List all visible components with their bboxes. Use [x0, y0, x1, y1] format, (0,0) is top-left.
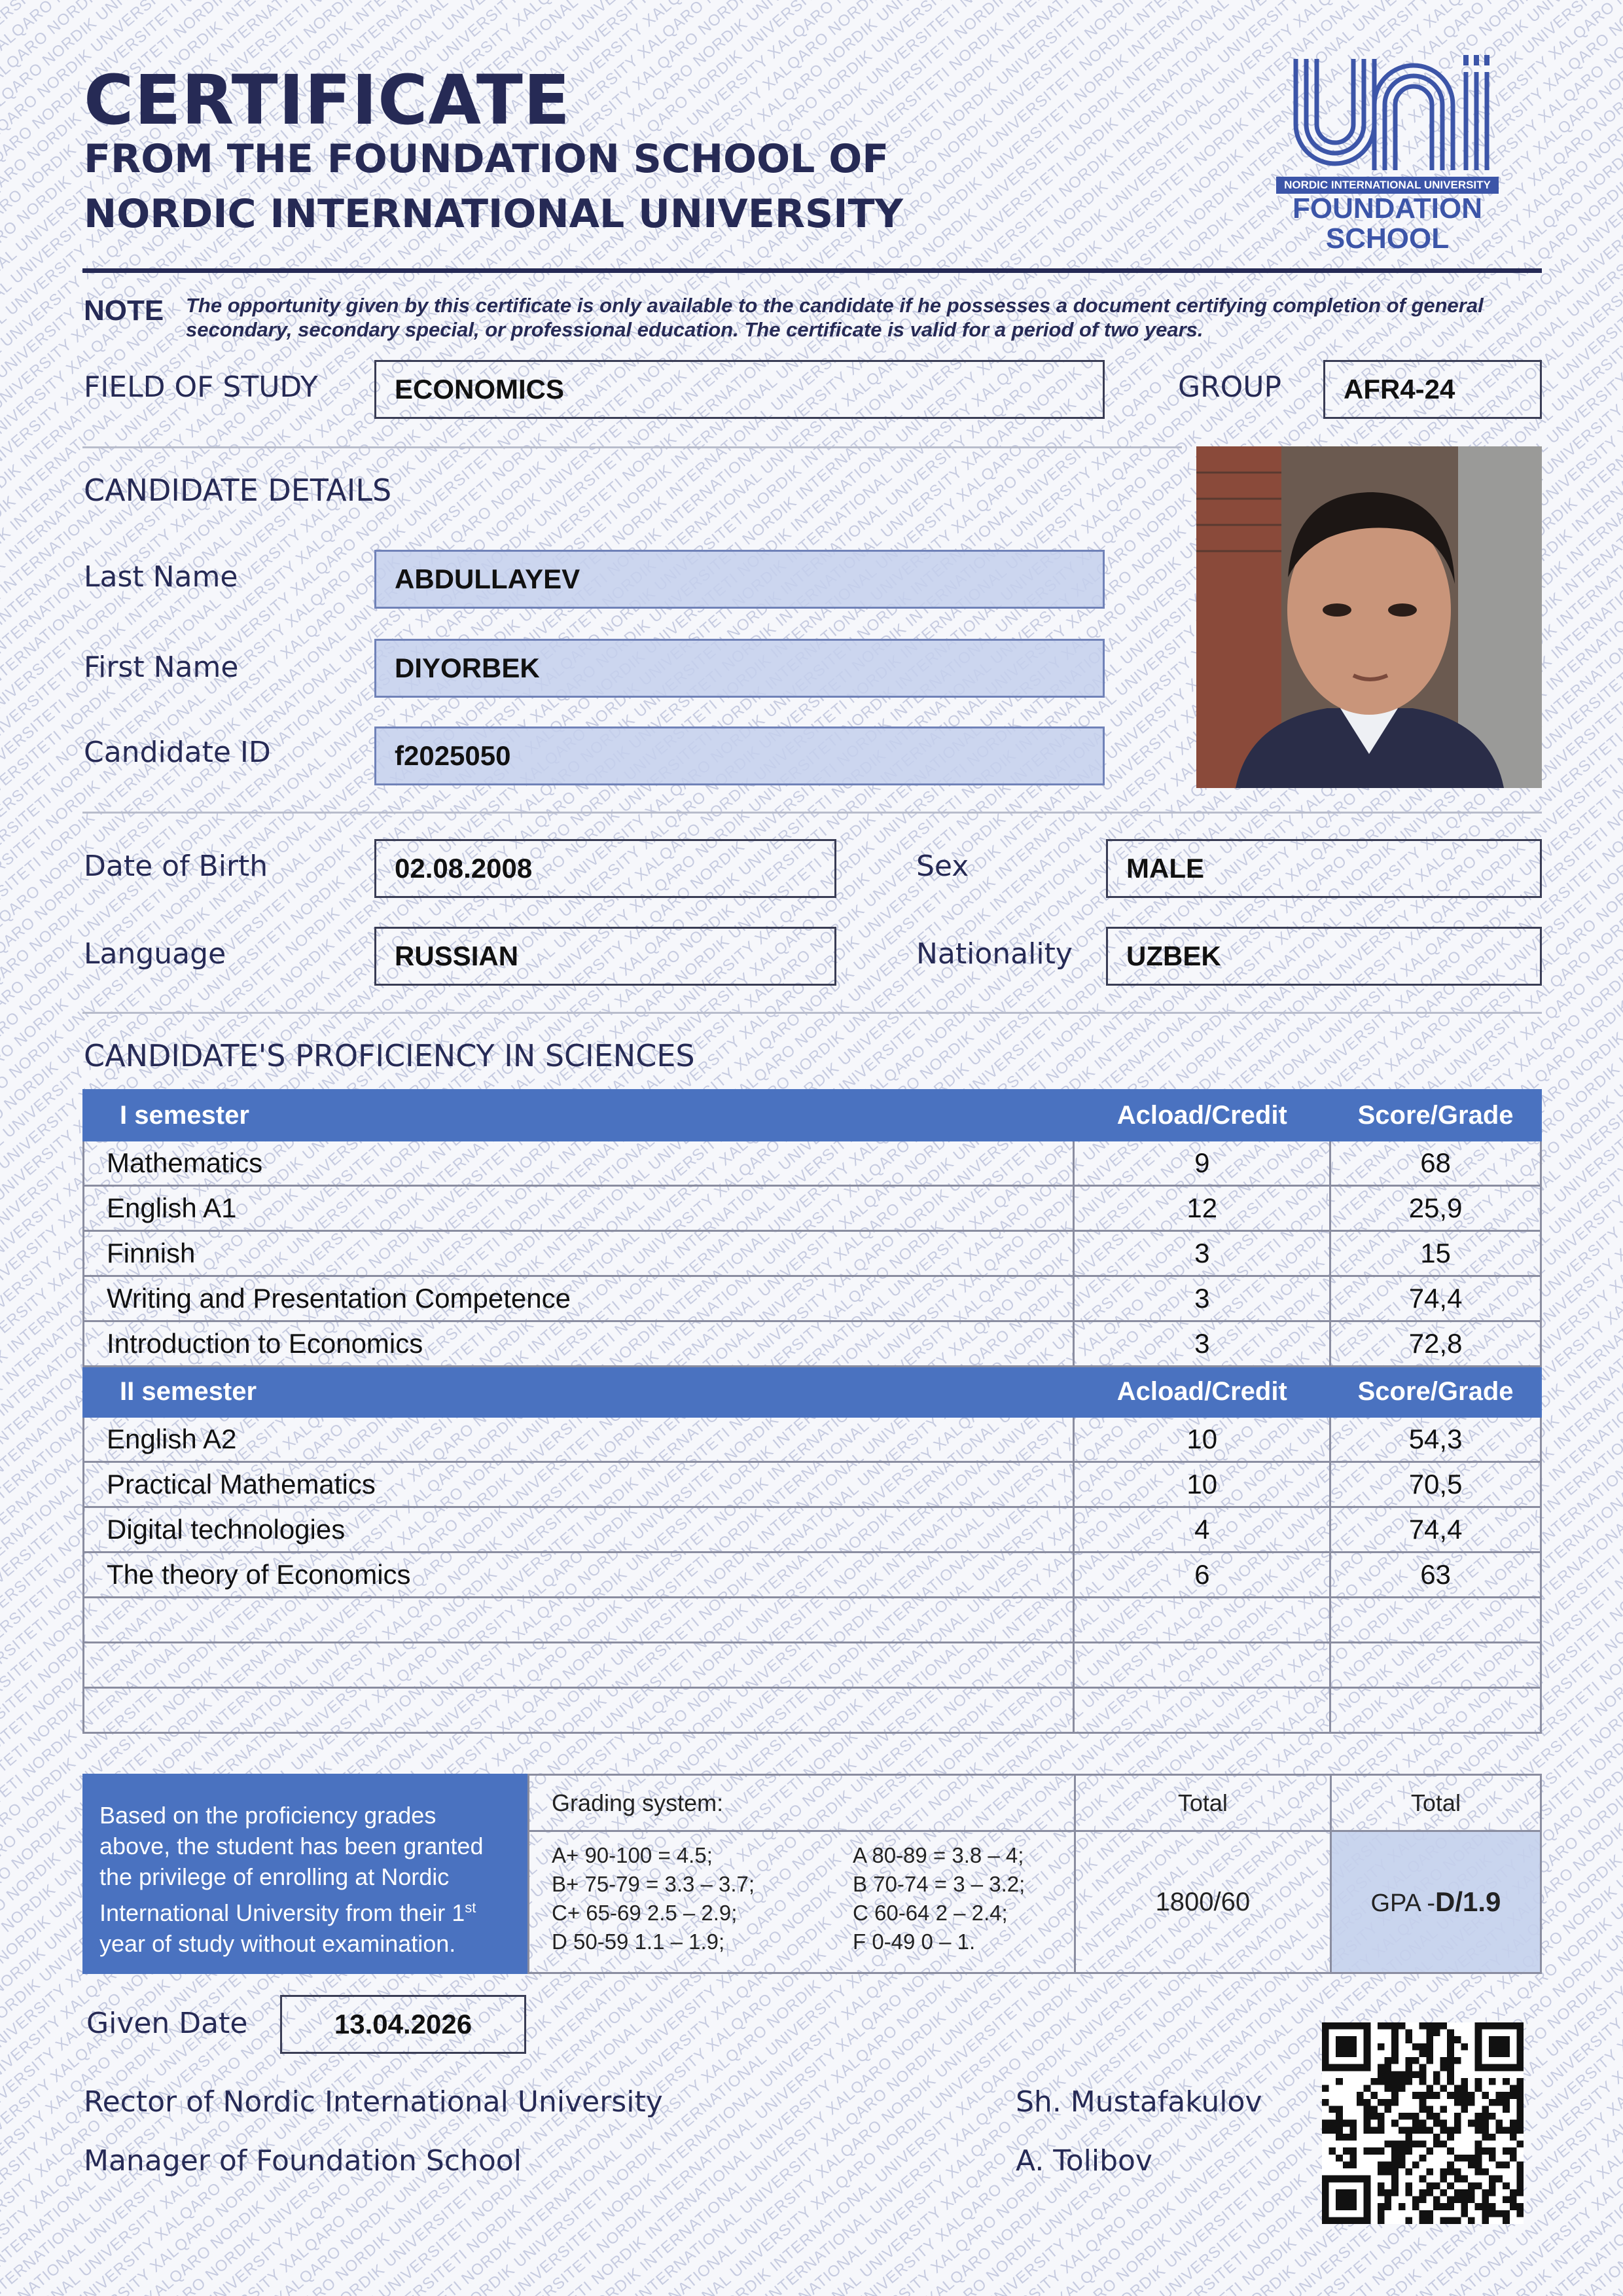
subject-row — [84, 1462, 1541, 1507]
grading-scale-item: C+ 65-69 2.5 – 2.9; — [552, 1901, 738, 1925]
watermark-line: INTERNATIONAL UNIVERSITY XALQARO NORDIK UNIVERSITETI NORDIK INTERNATIONAL UNIVERSITY XALQARO NORDIK UNIVERSITETI NORDIK INTERNATIONAL — [632, 1449, 1623, 2296]
subject-row — [84, 1507, 1541, 1552]
last-name-label: Last Name — [84, 560, 238, 594]
total-header-grade: Total — [1330, 1775, 1541, 1831]
watermark-line: NORDIK INTERNATIONAL UNIVERSITY XALQARO NORDIK UNIVERSITETI NORDIK INTERNATIONAL UNIVERSITY XALQARO NORDIK UNIVERSITETI NORDIK INTERNATIONAL UNIVERSITY XALQARO — [458, 1263, 1623, 2288]
watermark-line: UNIVERSITETI NORDIK NORDIK UNIVERSITETI — [1151, 1867, 1623, 2296]
watermark-line: UNIVERSITY NORDIK UNIVERSITETI NORDIK INTERNATIONAL UNIVERSITY NORDIK INTERNATIONAL UNIVERSITY XALQARO NORDIK UNIVERSITETI NORDIK INTERNATIONAL UNIVERSITY — [0, 21, 1428, 1237]
subject-credit: 10 — [1074, 1462, 1330, 1507]
candidate-id-value: f2025050 — [374, 726, 1105, 785]
field-of-study-label: FIELD OF STUDY — [84, 370, 318, 404]
given-date-label: Given Date — [86, 2007, 248, 2040]
subject-credit: 3 — [1074, 1321, 1330, 1367]
watermark-line: XALQARO NORDIK UNIVERSITETI NORDIK INTERNATIONAL UNIVERSITY XALQARO UNIVERSITETI NORDIK INTERNATIONAL UNIVERSITY XALQARO NORDIK UNIVERSITETI NORDIK INTERNATIONAL — [0, 0, 1238, 1042]
watermark-line: UNIVERSITY XALQARO — [1507, 2149, 1623, 2282]
watermark-line: UNIVERSITY XALQARO NORDIK UNIVERSITETI NORDIK UNIVERSITY XALQARO NORDIK UNIVERSITETI NORDIK INTERNATIONAL UNIVERSITY XALQARO UNIVERSITETI NORDIK INTERNATIONAL XALQARO NORDIK — [71, 996, 1623, 2296]
empty-cell — [84, 1688, 1074, 1733]
watermark-line: UNIVERSITY XALQARO NORDIK UNIVERSITETI NORDIK INTERNATIONAL UNIVERSITY XALQARO UNIVERSITETI UNIVERSITY XALQARO NORDIK UNIVERSITETI NORDIK INTERNATIONAL UNIVERSITY XALQARO NORDIK — [0, 0, 1537, 1300]
watermark-line: UNIVERSITY XALQARO NORDIK UNIVERSITETI NORDIK XALQARO NORDIK UNIVERSITETI NORDIK INTERNATIONAL UNIVERSITY NORDIK UNIVERSITETI NORDIK INTERNATIONAL UNIVERSITY XALQARO NORDIK UNIVERSITETI NORDIK — [0, 810, 1623, 2249]
watermark-line: UNIVERSITY XALQARO NORDIK UNIVERSITETI NORDIK INTERNATIONAL UNIVERSITY XALQARO NORDIK UNIVERSITETI NORDIK INTERNATIONAL UNIVERSITY XALQARO UNIVERSITETI NORDIK INTERNATIONAL UNIVERSITY — [201, 1097, 1623, 2296]
certificate-subtitle-line1: FROM THE FOUNDATION SCHOOL OF — [84, 136, 889, 182]
watermark-line: UNIVERSITETI NORDIK INTERNATIONAL UNIVERSITY XALQARO NORDIK NORDIK INTERNATIONAL UNIVERSITY NORDIK UNIVERSITETI NORDIK INTERNATIONAL UNIVERSITY UNIVERSITY XALQARO — [0, 346, 1623, 1828]
watermark-line: INTERNATIONAL XALQARO NORDIK UNIVERSITETI NORDIK INTERNATIONAL UNIVERSITY XALQARO NORDIK UNIVERSITETI INTERNATIONAL UNIVERSITY XALQARO NORDIK NORDIK INTERNATIONAL UNIVERSITY XALQARO NORDIK — [0, 111, 1623, 1515]
subject-grade: 54,3 — [1330, 1417, 1541, 1462]
watermark-line: XALQARO NORDIK UNIVERSITETI NORDIK INTERNATIONAL UNIVERSITY NORDIK NORDIK INTERNATIONAL UNIVERSITY XALQARO NORDIK UNIVERSITETI NORDIK INTERNATIONAL — [0, 0, 1232, 1074]
grades-table — [82, 1089, 1542, 1734]
watermark-line: UNIVERSITETI NORDIK INTERNATIONAL UNIVERSITY XALQARO NORDIK UNIVERSITETI NORDIK INTERNATIONAL UNIVERSITY XALQARO NORDIK UNIVERSITETI NORDIK — [0, 0, 1012, 879]
dob-label: Date of Birth — [84, 850, 268, 883]
empty-cell — [1330, 1643, 1541, 1688]
language-value: RUSSIAN — [374, 927, 836, 986]
watermark-line: INTERNATIONAL UNIVERSITY XALQARO NORDIK UNIVERSITETI UNIVERSITY XALQARO NORDIK UNIVERSITETI NORDIK INTERNATIONAL UNIVERSITY XALQARO NORDIK UNIVERSITETI NORDIK UNIVERSITY XALQARO NORDIK — [0, 902, 1623, 2296]
watermark-line: UNIVERSITY XALQARO NORDIK UNIVERSITETI NORDIK INTERNATIONAL UNIVERSITY — [0, 20, 518, 478]
watermark-line: XALQARO NORDIK UNIVERSITETI NORDIK INTERNATIONAL UNIVERSITY NORDIK INTERNATIONAL UNIVERSITY XALQARO NORDIK UNIVERSITETI NORDIK INTERNATIONAL UNIVERSITY — [0, 20, 1298, 1169]
subject-credit: 12 — [1074, 1186, 1330, 1231]
total-credits-value: 1800/60 — [1075, 1831, 1330, 1973]
grading-scale — [529, 1831, 1075, 1973]
watermark-line: NORDIK INTERNATIONAL UNIVERSITY XALQARO NORDIK UNIVERSITETI NORDIK INTERNATIONAL UNIVERSITY XALQARO NORDIK UNIVERSITETI NORDIK INTERNATIONAL — [588, 1386, 1623, 2289]
divider — [82, 446, 1182, 448]
watermark-line: UNIVERSITY XALQARO UNIVERSITETI NORDIK INTERNATIONAL UNIVERSITY XALQARO NORDIK INTERNATIONAL UNIVERSITY XALQARO NORDIK UNIVERSITETI NORDIK INTERNATIONAL UNIVERSITY XALQARO — [0, 0, 1489, 1268]
subject-name: Finnish — [84, 1231, 1074, 1276]
watermark-line: INTERNATIONAL — [1543, 2208, 1623, 2296]
watermark-line: XALQARO NORDIK UNIVERSITETI NORDIK INTERNATIONAL NORDIK UNIVERSITETI NORDIK — [927, 1664, 1623, 2277]
logo-foundation-school — [1276, 194, 1499, 254]
rector-label: Rector of Nordic International University — [84, 2085, 663, 2119]
watermark-line: UNIVERSITY XALQARO NORDIK UNIVERSITETI INTERNATIONAL UNIVERSITY XALQARO NORDIK NORDIK XALQARO NORDIK UNIVERSITETI NORDIK INTERNATIONAL XALQARO NORDIK UNIVERSITETI — [0, 0, 1620, 1363]
watermark-line: INTERNATIONAL UNIVERSITY XALQARO NORDIK UNIVERSITETI INTERNATIONAL UNIVERSITY XALQARO NORDIK UNIVERSITETI XALQARO NORDIK UNIVERSITETI NORDIK INTERNATIONAL UNIVERSITY XALQARO NORDIK — [0, 79, 1623, 1484]
total-header-credits: Total — [1075, 1775, 1330, 1831]
gpa-cell — [1330, 1831, 1541, 1973]
watermark-line: UNIVERSITY XALQARO NORDIK UNIVERSITETI NORDIK INTERNATIONAL UNIVERSITY XALQARO NORDIK UNIVERSITETI NORDIK INTERNATIONAL — [726, 1513, 1623, 2282]
grading-scale-item: B+ 75-79 = 3.3 – 3.7; — [552, 1872, 755, 1896]
grading-summary-table — [527, 1774, 1542, 1974]
subject-grade: 25,9 — [1330, 1186, 1541, 1231]
subject-name: Writing and Presentation Competence — [84, 1276, 1074, 1321]
watermark-line: UNIVERSITETI NORDIK INTERNATIONAL UNIVERSITY XALQARO NORDIK UNIVERSITETI NORDIK INTERNATIONAL UNIVERSITY XALQARO NORDIK UNIVERSITETI NORDIK UNIVERSITY XALQARO — [376, 1200, 1623, 2296]
watermark-line: XALQARO NORDIK UNIVERSITETI NORDIK INTERNATIONAL UNIVERSITY XALQARO NORDIK NORDIK INTERNATIONAL UNIVERSITY NORDIK UNIVERSITETI NORDIK INTERNATIONAL NORDIK INTERNATIONAL — [0, 437, 1623, 1897]
promo-year: 1 — [452, 1899, 465, 1926]
certificate-title: CERTIFICATE — [84, 60, 571, 140]
watermark-line: UNIVERSITETI NORDIK INTERNATIONAL UNIVERSITY NORDIK UNIVERSITETI NORDIK INTERNATIONAL UNIVERSITY XALQARO NORDIK UNIVERSITETI NORDIK UNIVERSITY INTERNATIONAL UNIVERSITY — [0, 274, 1623, 1701]
language-label: Language — [84, 937, 226, 971]
watermark-line: UNIVERSITETI NORDIK INTERNATIONAL UNIVERSITY XALQARO NORDIK UNIVERSITETI NORDIK INTERNATIONAL UNIVERSITY XALQARO NORDIK UNIVERSITETI — [0, 0, 969, 816]
watermark-line: XALQARO NORDIK UNIVERSITETI NORDIK INTERNATIONAL UNIVERSITY NORDIK INTERNATIONAL UNIVERSITY XALQARO NORDIK UNIVERSITETI NORDIK INTERNATIONAL — [0, 25, 1228, 1105]
watermark-line: UNIVERSITY XALQARO NORDIK UNIVERSITETI NORDIK INTERNATIONAL XALQARO NORDIK UNIVERSITETI NORDIK — [857, 1601, 1623, 2282]
rector-name: Sh. Mustafakulov — [1016, 2085, 1262, 2119]
watermark-line: UNIVERSITETI NORDIK INTERNATIONAL UNIVERSITY XALQARO UNIVERSITETI NORDIK INTERNATIONAL XALQARO NORDIK UNIVERSITETI NORDIK INTERNATIONAL UNIVERSITY UNIVERSITY — [0, 337, 1623, 1765]
watermark-line: UNIVERSITETI NORDIK INTERNATIONAL UNIVERSITY XALQARO NORDIK UNIVERSITETI NORDIK INTERNATIONAL UNIVERSITY XALQARO NORDIK UNIVERSITETI NORDIK INTERNATIONAL — [0, 0, 1108, 942]
watermark-line: INTERNATIONAL UNIVERSITY NORDIK UNIVERSITETI NORDIK INTERNATIONAL UNIVERSITY XALQARO NORDIK UNIVERSITETI NORDIK XALQARO NORDIK INTERNATIONAL UNIVERSITY XALQARO NORDIK — [0, 174, 1623, 1578]
watermark-line: XALQARO NORDIK UNIVERSITETI NORDIK INTERNATIONAL UNIVERSITY NORDIK UNIVERSITETI NORDIK INTERNATIONAL UNIVERSITY XALQARO NORDIK UNIVERSITETI NORDIK — [0, 0, 1143, 979]
promo-text: Based on the proficiency grades above, the student has been granted the privilege of enrolling at Nordic International University from their — [99, 1802, 484, 1926]
enrollment-privilege-note — [82, 1774, 527, 1974]
watermark-line: UNIVERSITY XALQARO NORDIK NORDIK INTERNATIONAL UNIVERSITY XALQARO NORDIK INTERNATIONAL UNIVERSITY XALQARO NORDIK UNIVERSITETI NORDIK INTERNATIONAL UNIVERSITY XALQARO NORDIK — [0, 16, 1532, 1332]
note-text: The opportunity given by this certificate is only available to the candidate if he possesses a document certifying completion of general secondary, secondary special, or professional education. The certificate is valid for a period of two years. — [186, 294, 1484, 341]
watermark-line: XALQARO NORDIK UNIVERSITETI NORDIK INTERNATIONAL UNIVERSITETI NORDIK — [922, 1696, 1623, 2296]
watermark-line: XALQARO NORDIK NORDIK INTERNATIONAL UNIVERSITY XALQARO NORDIK NORDIK INTERNATIONAL UNIVERSITY NORDIK UNIVERSITETI NORDIK INTERNATIONAL UNIVERSITY INTERNATIONAL — [0, 469, 1623, 1928]
subject-grade: 74,4 — [1330, 1276, 1541, 1321]
watermark-line: NORDIK INTERNATIONAL UNIVERSITY XALQARO NORDIK UNIVERSITETI NORDIK UNIVERSITY XALQARO NORDIK NORDIK INTERNATIONAL UNIVERSITY XALQARO NORDIK INTERNATIONAL — [0, 564, 1623, 1968]
nationality-label: Nationality — [916, 937, 1073, 971]
watermark-line: INTERNATIONAL UNIVERSITY XALQARO NORDIK UNIVERSITETI NORDIK INTERNATIONAL UNIVERSITY XALQARO NORDIK — [0, 14, 751, 661]
grade-header: Score/Grade — [1330, 1090, 1541, 1141]
watermark-line: UNIVERSITY XALQARO NORDIK UNIVERSITETI NORDIK NORDIK UNIVERSITETI NORDIK INTERNATIONAL UNIVERSITY XALQARO UNIVERSITETI NORDIK INTERNATIONAL XALQARO NORDIK UNIVERSITETI NORDIK — [0, 842, 1623, 2280]
watermark-line: NORDIK UNIVERSITY XALQARO NORDIK UNIVERSITETI NORDIK INTERNATIONAL UNIVERSITY XALQARO NORDIK UNIVERSITETI INTERNATIONAL UNIVERSITY XALQARO NORDIK UNIVERSITETI INTERNATIONAL — [0, 627, 1623, 2031]
empty-row — [84, 1688, 1541, 1733]
watermark-line: XALQARO NORDIK INTERNATIONAL UNIVERSITY XALQARO NORDIK UNIVERSITETI INTERNATIONAL UNIVERSITY XALQARO NORDIK UNIVERSITETI NORDIK INTERNATIONAL UNIVERSITY XALQARO INTERNATIONAL — [0, 532, 1623, 1991]
subject-row — [84, 1231, 1541, 1276]
watermark-line: NORDIK UNIVERSITETI NORDIK INTERNATIONAL UNIVERSITY XALQARO NORDIK UNIVERSITETI NORDIK INTERNATIONAL UNIVERSITY XALQARO NORDIK UNIVERSITETI INTERNATIONAL UNIVERSITY XALQARO — [327, 1168, 1623, 2296]
watermark-line: NORDIK UNIVERSITETI NORDIK INTERNATIONAL UNIVERSITY UNIVERSITETI NORDIK — [982, 1727, 1623, 2286]
subject-credit: 10 — [1074, 1417, 1330, 1462]
watermark-line: NORDIK UNIVERSITY XALQARO — [1368, 2022, 1623, 2289]
watermark-line: UNIVERSITETI NORDIK INTERNATIONAL UNIVERSITY XALQARO NORDIK UNIVERSITETI NORDIK INTERNATIONAL UNIVERSITY XALQARO NORDIK UNIVERSITETI NORDIK INTERNATIONAL — [500, 1354, 1623, 2296]
watermark-line: NORDIK UNIVERSITY XALQARO NORDIK UNIVERSITETI NORDIK UNIVERSITY XALQARO NORDIK UNIVERSITETI INTERNATIONAL UNIVERSITY XALQARO NORDIK INTERNATIONAL — [0, 595, 1623, 2000]
watermark-line: NORDIK INTERNATIONAL UNIVERSITY XALQARO NORDIK UNIVERSITETI NORDIK INTERNATIONAL UNIVERSITY XALQARO NORDIK UNIVERSITETI NORDIK — [713, 1506, 1623, 2296]
subject-name: Digital technologies — [84, 1507, 1074, 1552]
grading-scale-item: A+ 90-100 = 4.5; — [552, 1843, 713, 1867]
watermark-line: NORDIK INTERNATIONAL — [1493, 2177, 1623, 2296]
logo-university-text: NORDIC INTERNATIONAL UNIVERSITY — [1276, 177, 1499, 194]
subject-name: Practical Mathematics — [84, 1462, 1074, 1507]
grade-header: Score/Grade — [1330, 1367, 1541, 1417]
watermark-line: NORDIK INTERNATIONAL UNIVERSITY XALQARO NORDIK UNIVERSITETI NORDIK INTERNATIONAL UNIVERSITY — [0, 0, 652, 579]
watermark-line: UNIVERSITETI NORDIK INTERNATIONAL UNIVERSITY XALQARO NORDIK NORDIK INTERNATIONAL UNIVERSITY NORDIK UNIVERSITETI NORDIK INTERNATIONAL UNIVERSITY UNIVERSITY — [0, 369, 1623, 1796]
watermark-line: UNIVERSITETI NORDIK INTERNATIONAL UNIVERSITY XALQARO NORDIK UNIVERSITETI NORDIK UNIVERSITY XALQARO NORDIK UNIVERSITETI NORDIK UNIVERSITY NORDIK INTERNATIONAL UNIVERSITY — [0, 243, 1623, 1670]
subject-grade: 74,4 — [1330, 1507, 1541, 1552]
watermark-line: NORDIK INTERNATIONAL UNIVERSITY XALQARO NORDIK NORDIK INTERNATIONAL UNIVERSITY XALQARO NORDIK INTERNATIONAL UNIVERSITY XALQARO NORDIK UNIVERSITETI NORDIK INTERNATIONAL UNIVERSITY XALQARO NORDIK — [0, 16, 1623, 1465]
watermark-line: XALQARO NORDIK NORDIK INTERNATIONAL UNIVERSITY XALQARO NORDIK UNIVERSITETI INTERNATIONAL UNIVERSITY XALQARO UNIVERSITETI NORDIK INTERNATIONAL UNIVERSITY XALQARO INTERNATIONAL — [0, 500, 1623, 1960]
watermark-line: UNIVERSITETI UNIVERSITY XALQARO — [1286, 1959, 1623, 2296]
uni-logo-icon — [1276, 52, 1499, 177]
watermark-line: UNIVERSITETI NORDIK INTERNATIONAL UNIVERSITY XALQARO NORDIK UNIVERSITETI NORDIK INTERNATIONAL UNIVERSITY XALQARO NORDIK UNIVERSITETI — [0, 0, 964, 847]
watermark-line: UNIVERSITETI NORDIK INTERNATIONAL UNIVERSITY XALQARO UNIVERSITETI NORDIK INTERNATIONAL XALQARO NORDIK UNIVERSITETI NORDIK INTERNATIONAL UNIVERSITY INTERNATIONAL UNIVERSITY — [0, 306, 1623, 1733]
divider — [82, 812, 1542, 814]
promo-year-suffix: st — [465, 1899, 476, 1916]
watermark-line: INTERNATIONAL UNIVERSITY XALQARO NORDIK UNIVERSITETI NORDIK INTERNATIONAL UNIVERSITY XALQARO NORDIK UNIVERSITETI — [0, 0, 839, 692]
watermark-line: XALQARO NORDIK UNIVERSITETI NORDIK INTERNATIONAL UNIVERSITY XALQARO NORDIK UNIVERSITETI NORDIK INTERNATIONAL UNIVERSITY XALQARO NORDIK NORDIK INTERNATIONAL UNIVERSITY — [272, 1160, 1623, 2296]
empty-cell — [84, 1643, 1074, 1688]
subject-credit: 4 — [1074, 1507, 1330, 1552]
promo-tail: year of study without examination. — [99, 1930, 456, 1957]
watermark-line: UNIVERSITETI NORDIK INTERNATIONAL UNIVERSITY XALQARO NORDIK UNIVERSITETI INTERNATIONAL UNIVERSITY XALQARO NORDIK UNIVERSITETI UNIVERSITY UNIVERSITETI NORDIK INTERNATIONAL UNIVERSITY — [0, 179, 1623, 1607]
group-value: AFR4-24 — [1323, 360, 1542, 419]
watermark-line: UNIVERSITETI NORDIK XALQARO NORDIK UNIVERSITETI — [1156, 1836, 1623, 2296]
watermark-line: NORDIK NORDIK UNIVERSITETI — [1239, 1899, 1623, 2289]
empty-cell — [1330, 1598, 1541, 1643]
watermark-line: NORDIK INTERNATIONAL UNIVERSITY XALQARO UNIVERSITETI NORDIK INTERNATIONAL UNIVERSITY XALQARO NORDIK UNIVERSITY XALQARO NORDIK UNIVERSITETI NORDIK INTERNATIONAL UNIVERSITY XALQARO — [0, 0, 1618, 1402]
candidate-photo — [1196, 446, 1542, 788]
grading-scale-item: F 0-49 0 – 1. — [853, 1929, 976, 1954]
watermark-line: UNIVERSITETI NORDIK INTERNATIONAL UNIVERSITY XALQARO NORDIK UNIVERSITETI NORDIK INTERNATIONAL UNIVERSITY XALQARO NORDIK UNIVERSITETI NORDIK UNIVERSITY XALQARO — [370, 1231, 1623, 2296]
watermark-line: UNIVERSITETI NORDIK INTERNATIONAL UNIVERSITY XALQARO NORDIK UNIVERSITETI NORDIK INTERNATIONAL UNIVERSITY XALQARO NORDIK UNIVERSITETI NORDIK — [0, 18, 1007, 910]
given-date-value: 13.04.2026 — [280, 1995, 526, 2054]
last-name-value: ABDULLAYEV — [374, 550, 1105, 609]
watermark-line: UNIVERSITY XALQARO NORDIK UNIVERSITY XALQARO NORDIK UNIVERSITETI NORDIK INTERNATIONAL UNIVERSITY XALQARO NORDIK UNIVERSITETI INTERNATIONAL UNIVERSITY XALQARO NORDIK UNIVERSITETI NORDIK — [0, 715, 1623, 2154]
watermark-line: UNIVERSITETI NORDIK INTERNATIONAL UNIVERSITY XALQARO NORDIK UNIVERSITETI NORDIK INTERNATIONAL UNIVERSITY XALQARO NORDIK — [0, 15, 882, 784]
watermark-line: NORDIK UNIVERSITETI NORDIK INTERNATIONAL UNIVERSITY XALQARO NORDIK UNIVERSITETI NORDIK INTERNATIONAL UNIVERSITY XALQARO NORDIK UNIVERSITETI INTERNATIONAL — [457, 1291, 1623, 2296]
certificate-subtitle-line2: NORDIC INTERNATIONAL UNIVERSITY — [84, 191, 903, 237]
manager-label: Manager of Foundation School — [84, 2144, 522, 2178]
subject-name: The theory of Economics — [84, 1552, 1074, 1598]
watermark-line: INTERNATIONAL UNIVERSITY XALQARO NORDIK UNIVERSITETI NORDIK UNIVERSITY XALQARO NORDIK UNIVERSITETI NORDIK NORDIK NORDIK INTERNATIONAL UNIVERSITY XALQARO NORDIK — [0, 142, 1623, 1547]
watermark-line: UNIVERSITETI NORDIK INTERNATIONAL UNIVERSITY XALQARO NORDIK UNIVERSITETI NORDIK INTERNATIONAL UNIVERSITY XALQARO NORDIK — [0, 0, 887, 753]
semester-label: II semester — [84, 1367, 1074, 1417]
watermark-line: NORDIK INTERNATIONAL UNIVERSITY XALQARO NORDIK UNIVERSITETI NORDIK INTERNATIONAL UNIVERSITY XALQARO UNIVERSITETI UNIVERSITY XALQARO NORDIK UNIVERSITETI NORDIK INTERNATIONAL UNIVERSITY XALQARO NORDIK — [0, 0, 1623, 1433]
subject-grade: 63 — [1330, 1552, 1541, 1598]
watermark-line: UNIVERSITY XALQARO NORDIK UNIVERSITETI XALQARO NORDIK UNIVERSITETI NORDIK INTERNATIONAL UNIVERSITY XALQARO NORDIK UNIVERSITETI NORDIK UNIVERSITY XALQARO NORDIK UNIVERSITETI NORDIK — [0, 778, 1623, 2217]
watermark-line: INTERNATIONAL UNIVERSITY XALQARO NORDIK UNIVERSITETI NORDIK INTERNATIONAL UNIVERSITY XALQARO NORDIK UNIVERSITETI NORDIK — [762, 1538, 1623, 2296]
watermark-line: NORDIK UNIVERSITETI NORDIK INTERNATIONAL UNIVERSITY XALQARO NORDIK UNIVERSITETI NORDIK INTERNATIONAL UNIVERSITY XALQARO NORDIK UNIVERSITETI INTERNATIONAL UNIVERSITY — [332, 1191, 1623, 2285]
watermark-line: INTERNATIONAL UNIVERSITY XALQARO NORDIK UNIVERSITETI NORDIK INTERNATIONAL UNIVERSITY XALQARO NORDIK UNIVERSITETI NORDIK INTERNATIONAL — [626, 1481, 1623, 2296]
logo-foundation-text: FOUNDATION — [1292, 192, 1483, 224]
watermark-line: INTERNATIONAL UNIVERSITY XALQARO NORDIK UNIVERSITY XALQARO NORDIK UNIVERSITETI NORDIK INTERNATIONAL XALQARO NORDIK UNIVERSITETI NORDIK INTERNATIONAL UNIVERSITY XALQARO NORDIK — [0, 870, 1623, 2274]
watermark-line: NORDIK UNIVERSITETI NORDIK INTERNATIONAL UNIVERSITY XALQARO NORDIK UNIVERSITETI NORDIK INTERNATIONAL UNIVERSITY XALQARO NORDIK UNIVERSITETI INTERNATIONAL UNIVERSITY XALQARO NORDIK UNIVERSITETI — [202, 1013, 1623, 2284]
subject-name: English A1 — [84, 1186, 1074, 1231]
subject-row — [84, 1552, 1541, 1598]
grading-scale-item: B 70-74 = 3 – 3.2; — [853, 1872, 1026, 1896]
watermark-line: XALQARO NORDIK UNIVERSITETI NORDIK INTERNATIONAL UNIVERSITY XALQARO NORDIK UNIVERSITETI NORDIK INTERNATIONAL UNIVERSITY XALQARO NORDIK NORDIK INTERNATIONAL UNIVERSITY NORDIK UNIVERSITETI — [147, 950, 1623, 2276]
watermark-line: UNIVERSITY NORDIK UNIVERSITETI NORDIK INTERNATIONAL UNIVERSITY XALQARO UNIVERSITETI INTERNATIONAL UNIVERSITY XALQARO NORDIK UNIVERSITETI NORDIK INTERNATIONAL UNIVERSITY — [0, 0, 1433, 1205]
watermark-line: INTERNATIONAL — [1537, 2240, 1623, 2296]
watermark-line: XALQARO NORDIK UNIVERSITETI NORDIK NORDIK — [1052, 1819, 1623, 2296]
subject-credit: 3 — [1074, 1276, 1330, 1321]
subject-row — [84, 1321, 1541, 1367]
watermark-line: INTERNATIONAL UNIVERSITY XALQARO NORDIK UNIVERSITETI NORDIK UNIVERSITY XALQARO NORDIK UNIVERSITETI NORDIK INTERNATIONAL UNIVERSITY NORDIK UNIVERSITETI NORDIK INTERNATIONAL UNIVERSITY XALQARO NORDIK — [0, 933, 1623, 2296]
subject-grade: 70,5 — [1330, 1462, 1541, 1507]
grading-scale-right — [853, 1841, 1025, 1956]
watermark-line: UNIVERSITY XALQARO NORDIK UNIVERSITY XALQARO NORDIK UNIVERSITETI NORDIK INTERNATIONAL XALQARO NORDIK UNIVERSITETI NORDIK INTERNATIONAL UNIVERSITY XALQARO NORDIK UNIVERSITETI NORDIK — [0, 747, 1623, 2186]
subject-row — [84, 1141, 1541, 1186]
watermark-line: UNIVERSITY XALQARO NORDIK UNIVERSITETI NORDIK INTERNATIONAL XALQARO NORDIK — [982, 1756, 1623, 2296]
header-divider — [82, 268, 1542, 273]
subject-row — [84, 1417, 1541, 1462]
watermark-line: UNIVERSITY XALQARO NORDIK UNIVERSITETI NORDIK UNIVERSITY XALQARO NORDIK UNIVERSITETI NORDIK INTERNATIONAL UNIVERSITY XALQARO UNIVERSITETI NORDIK INTERNATIONAL XALQARO NORDIK — [76, 965, 1623, 2281]
semester-header-row — [84, 1090, 1541, 1141]
watermark-line: NORDIK INTERNATIONAL UNIVERSITY XALQARO NORDIK UNIVERSITETI NORDIK INTERNATIONAL UNIVERSITY XALQARO NORDIK UNIVERSITETI NORDIK INTERNATIONAL — [583, 1418, 1623, 2296]
watermark-line: UNIVERSITETI NORDIK INTERNATIONAL UNIVERSITY XALQARO NORDIK UNIVERSITETI INTERNATIONAL UNIVERSITY XALQARO UNIVERSITETI NORDIK INTERNATIONAL UNIVERSITY XALQARO UNIVERSITY XALQARO — [0, 377, 1623, 1859]
watermark-line: INTERNATIONAL UNIVERSITY XALQARO NORDIK UNIVERSITETI NORDIK INTERNATIONAL XALQARO NORDIK UNIVERSITETI NORDIK — [757, 1570, 1623, 2296]
dob-value: 02.08.2008 — [374, 839, 836, 898]
watermark-line: XALQARO NORDIK UNIVERSITETI NORDIK INTERNATIONAL NORDIK UNIVERSITETI NORDIK INTERNATIONAL UNIVERSITY XALQARO NORDIK UNIVERSITETI NORDIK — [0, 19, 1137, 1011]
watermark-line: INTERNATIONAL UNIVERSITY XALQARO NORDIK UNIVERSITETI NORDIK INTERNATIONAL UNIVERSITY XALQARO NORDIK — [0, 0, 757, 630]
watermark-line: XALQARO NORDIK UNIVERSITETI NORDIK INTERNATIONAL UNIVERSITY XALQARO UNIVERSITETI INTERNATIONAL UNIVERSITY XALQARO NORDIK UNIVERSITETI NORDIK INTERNATIONAL UNIVERSITY — [0, 0, 1303, 1137]
watermark-line: UNIVERSITETI NORDIK UNIVERSITY XALQARO — [1281, 1990, 1623, 2296]
subject-credit: 9 — [1074, 1141, 1330, 1186]
empty-cell — [1074, 1643, 1330, 1688]
grading-scale-item: C 60-64 2 – 2.4; — [853, 1901, 1008, 1925]
watermark-line: UNIVERSITETI NORDIK INTERNATIONAL UNIVERSITY XALQARO NORDIK UNIVERSITETI NORDIK INTERNATIONAL UNIVERSITY XALQARO — [0, 0, 838, 721]
watermark-line: XALQARO NORDIK UNIVERSITETI NORDIK INTERNATIONAL UNIVERSITY XALQARO UNIVERSITETI NORDIK INTERNATIONAL XALQARO NORDIK UNIVERSITETI NORDIK INTERNATIONAL NORDIK INTERNATIONAL — [0, 405, 1623, 1865]
candidate-id-label: Candidate ID — [84, 736, 271, 769]
watermark-line: XALQARO NORDIK UNIVERSITETI NORDIK INTERNATIONAL XALQARO NORDIK — [1058, 1787, 1623, 2278]
subject-credit: 3 — [1074, 1231, 1330, 1276]
watermark-line: UNIVERSITY XALQARO NORDIK UNIVERSITETI NORDIK INTERNATIONAL UNIVERSITY — [0, 0, 522, 446]
qr-code-icon — [1322, 2022, 1524, 2224]
watermark-line: NORDIK INTERNATIONAL UNIVERSITY XALQARO NORDIK UNIVERSITETI NORDIK INTERNATIONAL UNIVERSITY — [0, 20, 647, 611]
sex-label: Sex — [916, 850, 969, 883]
group-label: GROUP — [1178, 370, 1282, 404]
watermark-line: UNIVERSITETI NORDIK INTERNATIONAL UNIVERSITY XALQARO NORDIK UNIVERSITETI NORDIK INTERNATIONAL UNIVERSITY XALQARO NORDIK UNIVERSITETI NORDIK INTERNATIONAL — [505, 1323, 1623, 2296]
subject-grade: 68 — [1330, 1141, 1541, 1186]
portrait-image — [1196, 446, 1542, 788]
semester-header-row — [84, 1367, 1541, 1417]
watermark-line: NORDIK UNIVERSITETI NORDIK UNIVERSITY NORDIK UNIVERSITETI — [1113, 1773, 1623, 2286]
credit-header: Acload/Credit — [1074, 1367, 1330, 1417]
subject-grade: 15 — [1330, 1231, 1541, 1276]
nationality-value: UZBEK — [1106, 927, 1542, 986]
first-name-value: DIYORBEK — [374, 639, 1105, 698]
watermark-line: INTERNATIONAL UNIVERSITY XALQARO NORDIK UNIVERSITETI NORDIK INTERNATIONAL UNIVERSITY NORDIK NORDIK INTERNATIONAL UNIVERSITY XALQARO NORDIK UNIVERSITETI NORDIK INTERNATIONAL — [0, 0, 1363, 1230]
sex-value: MALE — [1106, 839, 1542, 898]
note-label: NOTE — [84, 295, 164, 327]
watermark-line: INTERNATIONAL UNIVERSITY XALQARO — [1412, 2085, 1623, 2296]
subject-name: Mathematics — [84, 1141, 1074, 1186]
watermark-line: NORDIK INTERNATIONAL UNIVERSITY XALQARO NORDIK UNIVERSITETI NORDIK INTERNATIONAL UNIVERSITY XALQARO — [0, 0, 708, 643]
grading-scale-item: D 50-59 1.1 – 1.9; — [552, 1929, 725, 1954]
watermark-line: UNIVERSITY XALQARO UNIVERSITY XALQARO NORDIK UNIVERSITETI NORDIK UNIVERSITY XALQARO NORDIK UNIVERSITETI INTERNATIONAL UNIVERSITY XALQARO NORDIK UNIVERSITETI NORDIK — [0, 684, 1623, 2123]
subject-row — [84, 1186, 1541, 1231]
watermark-line: INTERNATIONAL UNIVERSITY XALQARO NORDIK UNIVERSITETI NORDIK INTERNATIONAL NORDIK INTERNATIONAL UNIVERSITY XALQARO NORDIK UNIVERSITETI NORDIK INTERNATIONAL — [0, 26, 1357, 1262]
proficiency-title: CANDIDATE'S PROFICIENCY IN SCIENCES — [84, 1038, 695, 1073]
empty-row — [84, 1598, 1541, 1643]
watermark-line: XALQARO NORDIK UNIVERSITETI NORDIK INTERNATIONAL XALQARO NORDIK UNIVERSITETI NORDIK INTERNATIONAL UNIVERSITY XALQARO NORDIK UNIVERSITETI — [0, 1, 1094, 948]
candidate-details-title: CANDIDATE DETAILS — [84, 473, 392, 508]
grading-system-title: Grading system: — [529, 1775, 1075, 1831]
watermark-line: XALQARO NORDIK UNIVERSITETI NORDIK INTERNATIONAL UNIVERSITY XALQARO NORDIK UNIVERSITETI NORDIK INTERNATIONAL UNIVERSITY XALQARO NORDIK NORDIK INTERNATIONAL UNIVERSITY NORDIK UNIVERSITETI — [141, 982, 1623, 2296]
subject-grade: 72,8 — [1330, 1321, 1541, 1367]
watermark-line: UNIVERSITETI NORDIK INTERNATIONAL XALQARO NORDIK UNIVERSITETI NORDIK INTERNATIONAL UNIVERSITY XALQARO NORDIK UNIVERSITETI INTERNATIONAL UNIVERSITY NORDIK INTERNATIONAL UNIVERSITY — [0, 211, 1623, 1638]
empty-row — [84, 1643, 1541, 1688]
watermark-line: NORDIK UNIVERSITETI UNIVERSITY — [1238, 1982, 1623, 2296]
logo-school-text: SCHOOL — [1325, 223, 1450, 255]
field-of-study-value: ECONOMICS — [374, 360, 1105, 419]
manager-name: A. Tolibov — [1016, 2144, 1152, 2178]
credit-header: Acload/Credit — [1074, 1090, 1330, 1141]
gpa-value: D/1.9 — [1435, 1886, 1501, 1917]
watermark-line: NORDIK INTERNATIONAL UNIVERSITY XALQARO — [1364, 2054, 1623, 2296]
watermark-line: INTERNATIONAL UNIVERSITY XALQARO — [1407, 2117, 1623, 2296]
watermark-line: UNIVERSITY XALQARO NORDIK UNIVERSITETI NORDIK INTERNATIONAL NORDIK UNIVERSITETI NORDIK — [851, 1632, 1623, 2296]
subject-credit: 6 — [1074, 1552, 1330, 1598]
grading-scale-left — [552, 1841, 853, 1956]
gpa-label: GPA - — [1370, 1890, 1435, 1917]
semester-label: I semester — [84, 1090, 1074, 1141]
empty-cell — [84, 1598, 1074, 1643]
watermark-line: UNIVERSITY INTERNATIONAL UNIVERSITY XALQARO NORDIK UNIVERSITETI INTERNATIONAL UNIVERSITY XALQARO NORDIK UNIVERSITETI NORDIK INTERNATIONAL UNIVERSITY XALQARO UNIVERSITETI — [0, 666, 1623, 2059]
empty-cell — [1330, 1688, 1541, 1733]
divider — [82, 1012, 1542, 1014]
watermark-line: INTERNATIONAL UNIVERSITY XALQARO NORDIK UNIVERSITETI INTERNATIONAL UNIVERSITY XALQARO NORDIK NORDIK XALQARO NORDIK UNIVERSITETI NORDIK INTERNATIONAL XALQARO NORDIK — [0, 48, 1623, 1452]
watermark-line: XALQARO NORDIK UNIVERSITETI NORDIK INTERNATIONAL UNIVERSITY XALQARO NORDIK UNIVERSITETI NORDIK INTERNATIONAL UNIVERSITY XALQARO NORDIK NORDIK INTERNATIONAL UNIVERSITY — [276, 1128, 1623, 2276]
subject-name: Introduction to Economics — [84, 1321, 1074, 1367]
first-name-label: First Name — [84, 651, 239, 684]
empty-cell — [1074, 1688, 1330, 1733]
empty-cell — [1074, 1598, 1330, 1643]
watermark-line: UNIVERSITY XALQARO INTERNATIONAL UNIVERSITY XALQARO NORDIK UNIVERSITETI NORDIK UNIVERSITY XALQARO NORDIK NORDIK INTERNATIONAL UNIVERSITY XALQARO NORDIK UNIVERSITETI — [0, 697, 1623, 2091]
subject-row — [84, 1276, 1541, 1321]
watermark-line: NORDIK UNIVERSITETI NORDIK UNIVERSITY NORDIK UNIVERSITETI — [1107, 1804, 1623, 2296]
subject-name: English A2 — [84, 1417, 1074, 1462]
grading-scale-item: A 80-89 = 3.8 – 4; — [853, 1843, 1024, 1867]
